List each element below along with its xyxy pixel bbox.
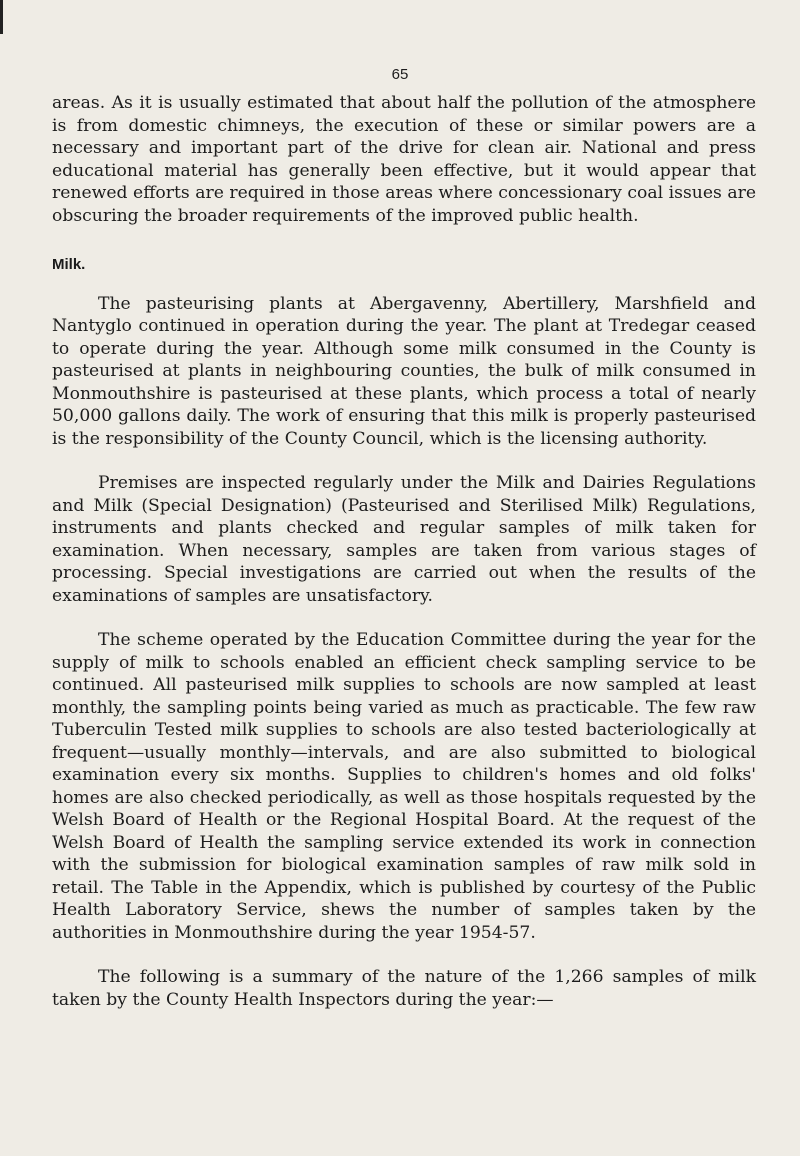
paragraph-summary-intro: The following is a summary of the nature of the 1,266 samples of milk taken by the County Health Inspectors during the year:— — [52, 967, 756, 1010]
page-edge-mark — [0, 0, 3, 34]
paragraph-pasteurising-plants: The pasteurising plants at Abergavenny, Abertillery, Marshfield and Nantyglo continued in operation during the year. The plant at Tredegar ceased to operate during the year. Although some milk consumed in the County is pasteurised at plants in neighbouring counties, the bulk of milk consumed in Monmouthshire is pasteurised at these plants, which process a total of nearly 50,000 gallons daily. The work of ensuring that this milk is properly pasteurised is the responsibility of the County Council, which is the licensing authority. — [52, 293, 756, 449]
paragraph-schools-scheme: The scheme operated by the Education Committee during the year for the supply of milk to schools enabled an efficient check sampling service to be continued. All pasteurised milk supplies to schools are now sampled at least monthly, the sampling points being varied as much as practicable. The few raw Tuberculin Tested milk supplies to schools are also tested bacteriologically at frequent—usually monthly—intervals, and are also submitted to biological examination every six months. Supplies to children's homes and old folks' homes are also checked periodically, as well as those hospitals requested by the Welsh Board of Health or the Regional Hospital Board. At the request of the Welsh Board of Health the sampling service extended its work in connection with the submission for biological examination samples of raw milk sold in retail. The Table in the Appendix, which is published by courtesy of the Public Health Laboratory Service, shews the number of samples taken by the authorities in Monmouthshire during the year 1954-57. — [52, 630, 756, 943]
document-body — [52, 92, 756, 1011]
paragraph-premises-inspection: Premises are inspected regularly under the Milk and Dairies Regulations and Milk (Special Designation) (Pasteurised and Sterilised Milk) Regulations, instruments and plants checked and regular samples of milk taken for examination. When necessary, samples are taken from various stages of processing. Special investigations are carried out when the results of the examinations of samples are unsatisfactory. — [52, 473, 756, 606]
section-heading: Milk. — [52, 256, 86, 273]
page-number: 65 — [391, 66, 409, 83]
intro-paragraph: areas. As it is usually estimated that about half the pollution of the atmosphere is from domestic chimneys, the execution of these or similar powers are a necessary and important part of the drive for clean air. National and press educational material has generally been effective, but it would appear that renewed efforts are required in those areas where concessionary coal issues are obscuring the broader requirements of the improved public health. — [52, 93, 756, 226]
